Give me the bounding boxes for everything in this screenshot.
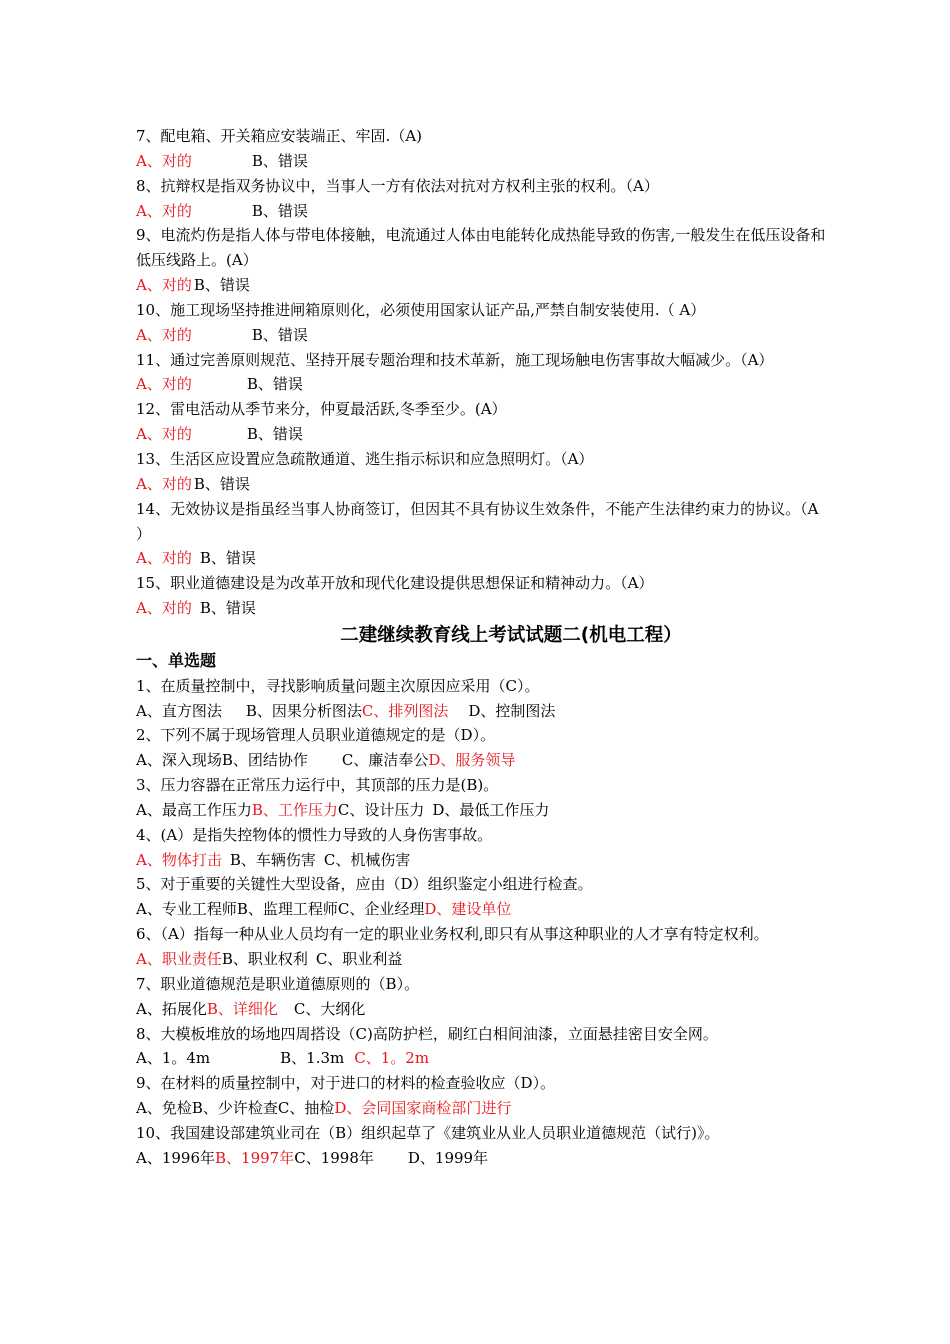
option: B、少许检查	[191, 1099, 278, 1118]
answer-options	[136, 323, 826, 348]
answer-options	[136, 422, 826, 447]
option: C、机械伤害	[323, 850, 411, 869]
answer-options	[136, 199, 826, 224]
single-choice-section	[136, 674, 826, 1171]
option-a-correct: A、对的	[136, 151, 192, 170]
option-a-correct: A、对的	[136, 425, 192, 444]
answer-options	[136, 798, 826, 823]
answer-options	[136, 472, 826, 497]
answer-options	[136, 546, 826, 571]
option: C、设计压力	[337, 800, 425, 819]
true-false-section	[136, 124, 826, 621]
question-text: 11、通过完善原则规范、坚持开展专题治理和技术革新，施工现场触电伤害事故大幅减少。（A）	[136, 350, 774, 369]
option: A、拓展化	[136, 999, 207, 1018]
answer-options	[136, 1046, 826, 1071]
option: D、1999年	[407, 1148, 489, 1167]
question-text: 12、雷电活动从季节来分，仲夏最活跃,冬季至少。(A）	[136, 400, 507, 419]
option: A、最高工作压力	[136, 800, 252, 819]
option: A、免检	[136, 1099, 192, 1118]
question-text: 3、压力容器在正常压力运行中，其顶部的压力是(B)。	[136, 776, 499, 795]
answer-options	[136, 848, 826, 873]
option: A、直方图法	[136, 701, 222, 720]
option-correct: B、工作压力	[251, 800, 338, 819]
answer-options	[136, 897, 826, 922]
question-text: 9、在材料的质量控制中，对于进口的材料的检查验收应（D）。	[136, 1074, 556, 1093]
option: D、最低工作压力	[432, 800, 550, 819]
answer-options	[136, 149, 826, 174]
question-text: 2、下列不属于现场管理人员职业道德规定的是（D）。	[136, 726, 496, 745]
option-b: B、错误	[251, 201, 308, 220]
answer-options	[136, 748, 826, 773]
option: A、深入现场	[136, 751, 222, 770]
option: C、职业利益	[315, 950, 403, 968]
answer-options	[136, 1146, 826, 1171]
option-correct: C、排列图法	[361, 701, 449, 720]
question-text: 6、（A）指每一种从业人员均有一定的职业业务权利,即只有从事这种职业的人才享有特定权利。	[136, 925, 769, 944]
option-correct: C、1。2m	[354, 1049, 430, 1068]
option-b: B、错误	[199, 549, 256, 568]
option-a-correct: A、对的	[136, 549, 192, 568]
question-text: 10、施工现场坚持推进闸箱原则化，必须使用国家认证产品,严禁自制安装使用.（ A）	[136, 300, 706, 319]
question-text: 10、我国建设部建筑业司在（B）组织起草了《建筑业从业人员职业道德规范（试行)》。	[136, 1123, 720, 1142]
option-a-correct: A、对的	[136, 276, 192, 295]
exam-title: 二建继续教育线上考试试题二(机电工程）	[340, 624, 682, 646]
option: A、1996年	[136, 1148, 216, 1167]
option: B、团结协作	[221, 751, 308, 770]
option: C、1998年	[294, 1148, 374, 1167]
question-text: 14、无效协议是指虽经当事人协商签订，但因其不具有协议生效条件，不能产生法律约束力的协议。（A ）	[136, 499, 819, 543]
option-correct: B、详细化	[206, 999, 278, 1018]
question-text: 1、在质量控制中，寻找影响质量问题主次原因应采用（C）。	[136, 676, 540, 695]
question-text: 8、大模板堆放的场地四周搭设（C)高防护栏，刷红白相间油漆，立面悬挂密目安全网。	[136, 1024, 718, 1043]
option-a-correct: A、对的	[136, 474, 192, 493]
option-b: B、错误	[246, 425, 303, 444]
question-text: 4、(A）是指失控物体的惯性力导致的人身伤害事故。	[136, 825, 493, 844]
option: A、1。4m	[136, 1049, 211, 1068]
option: B、监理工程师	[236, 900, 338, 919]
option-a-correct: A、对的	[136, 325, 192, 344]
option-correct: D、会同国家商检部门进行	[334, 1099, 512, 1118]
option: B、车辆伤害	[229, 850, 316, 869]
option-b: B、错误	[251, 151, 308, 170]
option: B、因果分析图法	[245, 701, 362, 720]
option-b: B、错误	[193, 474, 250, 493]
option-correct: B、1997年	[215, 1148, 295, 1167]
option: D、控制图法	[468, 701, 556, 720]
option-a-correct: A、对的	[136, 201, 192, 220]
option-b: B、错误	[246, 375, 303, 394]
option: C、企业经理	[337, 900, 425, 919]
question-text: 15、职业道德建设是为改革开放和现代化建设提供思想保证和精神动力。（A）	[136, 574, 654, 593]
option: B、1.3m	[280, 1049, 345, 1068]
answer-options	[136, 1096, 826, 1121]
option: B、职业权利	[221, 950, 308, 968]
option: C、廉洁奉公	[341, 751, 429, 770]
option: A、专业工程师	[136, 900, 237, 919]
option-b: B、错误	[199, 599, 256, 618]
answer-options	[136, 372, 826, 397]
option-correct: D、服务领导	[428, 751, 516, 770]
answer-options	[136, 596, 826, 621]
option-b: B、错误	[251, 325, 308, 344]
question-text: 7、职业道德规范是职业道德原则的（B）。	[136, 974, 420, 993]
question-text: 13、生活区应设置应急疏散通道、逃生指示标识和应急照明灯。（A）	[136, 449, 594, 468]
option-correct: D、建设单位	[424, 900, 512, 919]
answer-options	[136, 273, 826, 298]
answer-options	[136, 997, 826, 1022]
option: C、抽检	[277, 1099, 335, 1118]
document-page	[136, 124, 826, 1171]
question-text: 9、电流灼伤是指人体与带电体接触，电流通过人体由电能转化成热能导致的伤害,一般发生在低压设备和低压线路上。(A）	[136, 226, 826, 270]
answer-options	[136, 699, 826, 724]
question-text: 5、对于重要的关键性大型设备，应由（D）组织鉴定小组进行检查。	[136, 875, 593, 894]
option-correct: A、职业责任	[136, 950, 222, 968]
option-a-correct: A、对的	[136, 599, 192, 618]
option-b: B、错误	[193, 276, 250, 295]
question-text: 8、抗辩权是指双务协议中，当事人一方有依法对抗对方权利主张的权利。（A）	[136, 176, 659, 195]
section-heading: 一、单选题	[136, 650, 217, 670]
answer-options	[136, 947, 826, 972]
question-text: 7、配电箱、开关箱应安装端正、牢固.（A)	[136, 127, 422, 145]
option: C、大纲化	[293, 999, 366, 1018]
option-correct: A、物体打击	[136, 850, 222, 869]
option-a-correct: A、对的	[136, 375, 192, 394]
